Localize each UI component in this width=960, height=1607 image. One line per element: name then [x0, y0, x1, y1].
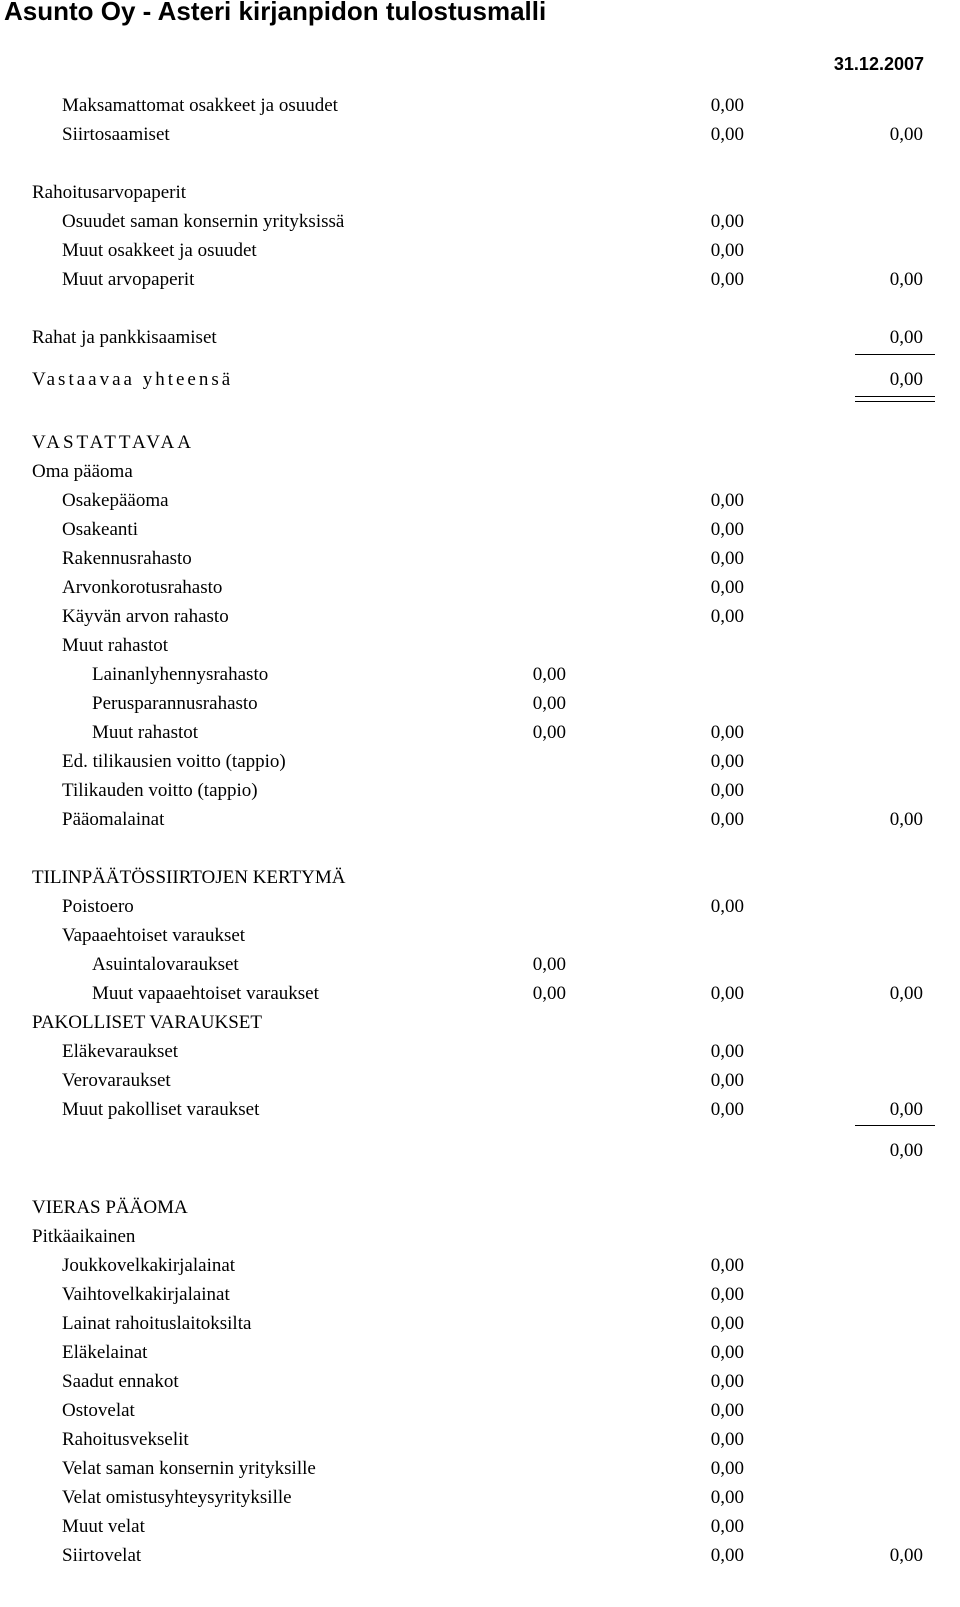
row-label: Velat saman konsernin yrityksille	[62, 1458, 316, 1479]
report-row	[0, 547, 960, 571]
row-label: Lainanlyhennysrahasto	[92, 664, 269, 685]
amount-col-3: 0,00	[889, 983, 923, 1004]
report-row	[0, 1457, 960, 1481]
row-label: Muut pakolliset varaukset	[62, 1099, 260, 1120]
amount-col-2: 0,00	[710, 1041, 744, 1062]
report-row	[0, 605, 960, 629]
amount-col-1: 0,00	[532, 954, 566, 975]
amount-col-2: 0,00	[710, 722, 744, 743]
amount-col-2: 0,00	[710, 1487, 744, 1508]
report-row	[0, 431, 960, 455]
row-label: Rahat ja pankkisaamiset	[32, 327, 217, 348]
report-row	[0, 895, 960, 919]
amount-col-1: 0,00	[532, 722, 566, 743]
report-row	[0, 181, 960, 205]
report-row	[0, 779, 960, 803]
row-label: Pääomalainat	[62, 809, 165, 830]
amount-col-2: 0,00	[710, 95, 744, 116]
report-row	[0, 634, 960, 658]
report-row	[0, 866, 960, 890]
row-label: Lainat rahoituslaitoksilta	[62, 1313, 252, 1334]
row-label: VASTATTAVAA	[32, 432, 194, 453]
row-label: Muut velat	[62, 1516, 145, 1537]
report-date: 31.12.2007	[833, 54, 924, 74]
amount-col-1: 0,00	[532, 664, 566, 685]
amount-col-2: 0,00	[710, 577, 744, 598]
row-label: Eläkevaraukset	[62, 1041, 179, 1062]
report-row	[0, 663, 960, 687]
row-label: Joukkovelkakirjalainat	[62, 1255, 236, 1276]
amount-col-2: 0,00	[710, 809, 744, 830]
row-label: TILINPÄÄTÖSSIIRTOJEN KERTYMÄ	[32, 867, 346, 888]
row-label: Osakepääoma	[62, 490, 169, 511]
report-row	[0, 750, 960, 774]
report-row	[0, 721, 960, 745]
amount-col-3: 0,00	[889, 1099, 923, 1120]
amount-col-2: 0,00	[710, 983, 744, 1004]
row-label: Muut osakkeet ja osuudet	[62, 240, 257, 261]
report-row	[0, 326, 960, 350]
report-row	[0, 1040, 960, 1064]
amount-col-2: 0,00	[710, 606, 744, 627]
report-row	[0, 576, 960, 600]
report-row	[0, 1399, 960, 1423]
row-label: Poistoero	[62, 896, 134, 917]
row-label: Rahoitusarvopaperit	[32, 182, 187, 203]
row-label: Rahoitusvekselit	[62, 1429, 189, 1450]
amount-col-3: 0,00	[889, 327, 923, 348]
amount-col-2: 0,00	[710, 1545, 744, 1566]
row-label: VIERAS PÄÄOMA	[32, 1197, 188, 1218]
amount-col-2: 0,00	[710, 1458, 744, 1479]
report-row	[0, 808, 960, 832]
report-row	[0, 1515, 960, 1539]
row-label: Maksamattomat osakkeet ja osuudet	[62, 95, 338, 116]
amount-col-3: 0,00	[889, 269, 923, 290]
row-label: Ed. tilikausien voitto (tappio)	[62, 751, 286, 772]
report-row	[0, 123, 960, 147]
report-row	[0, 94, 960, 118]
report-row	[0, 1254, 960, 1278]
amount-col-2: 0,00	[710, 1070, 744, 1091]
row-label: Rakennusrahasto	[62, 548, 192, 569]
report-row	[0, 1370, 960, 1394]
report-row	[0, 953, 960, 977]
amount-col-2: 0,00	[710, 1516, 744, 1537]
amount-col-2: 0,00	[710, 124, 744, 145]
row-label: Käyvän arvon rahasto	[62, 606, 229, 627]
row-label: Verovaraukset	[62, 1070, 171, 1091]
amount-col-2: 0,00	[710, 269, 744, 290]
row-label: Oma pääoma	[32, 461, 133, 482]
amount-col-2: 0,00	[710, 211, 744, 232]
total-double-rule-top	[855, 396, 935, 397]
report-row	[0, 460, 960, 484]
report-row	[0, 489, 960, 513]
amount-col-3: 0,00	[889, 1545, 923, 1566]
row-label: Ostovelat	[62, 1400, 135, 1421]
amount-col-3: 0,00	[889, 369, 923, 390]
row-label: Perusparannusrahasto	[92, 693, 258, 714]
row-label: Vaihtovelkakirjalainat	[62, 1284, 230, 1305]
amount-col-2: 0,00	[710, 1400, 744, 1421]
row-label: Muut rahastot	[92, 722, 199, 743]
row-label: Arvonkorotusrahasto	[62, 577, 223, 598]
amount-col-2: 0,00	[710, 519, 744, 540]
amount-col-2: 0,00	[710, 548, 744, 569]
amount-col-1: 0,00	[532, 693, 566, 714]
amount-col-2: 0,00	[710, 1342, 744, 1363]
report-row	[0, 1544, 960, 1568]
row-label: Osuudet saman konsernin yrityksissä	[62, 211, 345, 232]
total-double-rule-bottom	[855, 401, 935, 402]
report-row	[0, 210, 960, 234]
amount-col-2: 0,00	[710, 1284, 744, 1305]
row-label: Muut vapaaehtoiset varaukset	[92, 983, 319, 1004]
report-row	[0, 692, 960, 716]
report-row	[0, 268, 960, 292]
report-row	[0, 518, 960, 542]
report-row	[0, 1196, 960, 1220]
amount-col-2: 0,00	[710, 896, 744, 917]
amount-col-2: 0,00	[710, 751, 744, 772]
report-row	[0, 1486, 960, 1510]
row-label: PAKOLLISET VARAUKSET	[32, 1012, 262, 1033]
row-label: Siirtosaamiset	[62, 124, 170, 145]
report-row	[0, 924, 960, 948]
report-row	[0, 1428, 960, 1452]
report-row	[0, 1341, 960, 1365]
amount-col-3: 0,00	[889, 124, 923, 145]
amount-col-2: 0,00	[710, 1371, 744, 1392]
amount-col-2: 0,00	[710, 780, 744, 801]
row-label: Vastaavaa yhteensä	[32, 369, 234, 390]
amount-col-2: 0,00	[710, 1429, 744, 1450]
subtotal-rule	[855, 354, 935, 355]
row-label: Pitkäaikainen	[32, 1226, 136, 1247]
report-row	[0, 1225, 960, 1249]
report-row	[0, 982, 960, 1006]
row-label: Vapaaehtoiset varaukset	[62, 925, 246, 946]
row-label: Eläkelainat	[62, 1342, 148, 1363]
amount-col-2: 0,00	[710, 1255, 744, 1276]
amount-col-2: 0,00	[710, 240, 744, 261]
row-label: Tilikauden voitto (tappio)	[62, 780, 258, 801]
report-row	[0, 368, 960, 392]
row-label: Muut arvopaperit	[62, 269, 195, 290]
row-label: Muut rahastot	[62, 635, 169, 656]
report-row	[0, 1069, 960, 1093]
row-label: Velat omistusyhteysyrityksille	[62, 1487, 292, 1508]
row-label: Asuintalovaraukset	[92, 954, 239, 975]
report-row	[0, 1139, 960, 1163]
row-label: Siirtovelat	[62, 1545, 142, 1566]
amount-col-1: 0,00	[532, 983, 566, 1004]
amount-col-3: 0,00	[889, 1140, 923, 1161]
amount-col-2: 0,00	[710, 1099, 744, 1120]
report-row	[0, 1283, 960, 1307]
report-title: Asunto Oy - Asteri kirjanpidon tulostusmalli	[4, 0, 547, 26]
row-label: Saadut ennakot	[62, 1371, 179, 1392]
report-row	[0, 1011, 960, 1035]
report-row	[0, 239, 960, 263]
amount-col-3: 0,00	[889, 809, 923, 830]
report-row	[0, 1312, 960, 1336]
subtotal-rule	[855, 1125, 935, 1126]
report-row	[0, 1098, 960, 1122]
amount-col-2: 0,00	[710, 490, 744, 511]
amount-col-2: 0,00	[710, 1313, 744, 1334]
row-label: Osakeanti	[62, 519, 138, 540]
